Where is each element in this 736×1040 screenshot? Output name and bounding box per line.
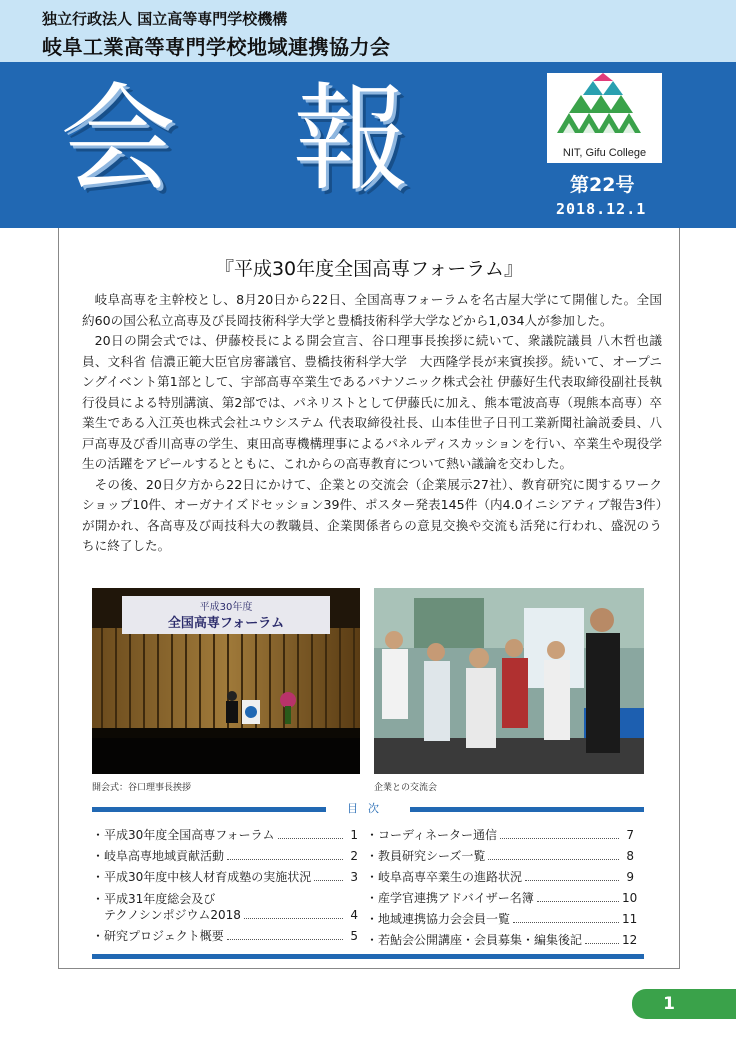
photo-exhibition — [374, 588, 644, 774]
toc-leader — [500, 838, 619, 839]
toc-entry-title: ・若鮎会公開講座・会員募集・編集後記 — [366, 933, 583, 947]
toc-entry[interactable] — [366, 864, 634, 885]
toc-leader — [227, 939, 343, 940]
toc-entry-page: 2 — [350, 849, 358, 863]
toc-rule-bottom — [92, 954, 644, 959]
newsletter-title: 会 報 — [60, 72, 449, 207]
toc-leader — [488, 859, 619, 860]
toc-entry-page: 10 — [622, 891, 638, 905]
toc-entry-title: ・平成31年度総会及び テクノシンポジウム2018 — [92, 892, 241, 922]
logo-caption: NIT, Gifu College — [562, 147, 647, 159]
toc-entry-title: ・平成30年度中核人材育成塾の実施状況 — [92, 870, 312, 884]
masthead — [0, 62, 736, 228]
toc-entry[interactable] — [366, 927, 638, 948]
content-frame — [58, 228, 680, 969]
toc-left-column — [92, 822, 358, 944]
toc-leader — [227, 859, 343, 860]
toc-entry[interactable] — [92, 822, 358, 843]
toc-leader — [585, 943, 619, 944]
stage-banner-line2: 全国高専フォーラム — [167, 616, 285, 631]
header-band — [0, 0, 736, 62]
toc-entry-title: ・教員研究シーズ一覧 — [366, 849, 486, 863]
photo-opening-ceremony — [92, 588, 360, 774]
toc-label: 目次 — [347, 802, 389, 815]
issue-number: 第22号 — [570, 174, 635, 196]
issue-date: 2018.12.1 — [556, 200, 647, 218]
page-number: 1 — [663, 994, 675, 1014]
toc-leader — [513, 922, 619, 923]
toc-right-column — [366, 822, 638, 948]
association-name: 岐阜工業高等専門学校地域連携協力会 — [42, 35, 391, 59]
toc-leader — [278, 838, 343, 839]
toc-entry[interactable] — [92, 923, 358, 944]
toc-rule-right — [410, 807, 644, 812]
toc-entry-page: 4 — [350, 908, 358, 922]
toc-entry[interactable] — [366, 822, 634, 843]
toc-leader — [314, 880, 343, 881]
article-body — [82, 290, 662, 557]
article-paragraph: その後、20日夕方から22日にかけて、企業との交流会（企業展示27社）、教育研究に関するワークショップ10件、オーガナイズドセッション39件、ポスター発表145件（内4.0イニシアティブ報告3件）が開かれ、各高専及び両技科大の教職員、企業関係者らの意見交換や交流も活発に行われ、盛況のうちに終了した。 — [82, 476, 662, 553]
toc-entry-title: ・コーディネーター通信 — [366, 828, 498, 842]
toc-entry-page: 7 — [626, 828, 634, 842]
toc-header — [92, 802, 644, 816]
photo-caption: 企業との交流会 — [374, 783, 438, 793]
toc-entry-title: ・岐阜高専地域貢献活動 — [92, 849, 225, 863]
toc-entry[interactable] — [366, 906, 638, 927]
toc-entry[interactable] — [92, 864, 358, 885]
article-paragraph: 岐阜高専を主幹校とし、8月20日から22日、全国高専フォーラムを名古屋大学にて開催した。全国約60の国公私立高専及び長岡技術科学大学と豊橋技術科学大学などから1,034人が参加した。 — [82, 292, 662, 328]
toc-entry[interactable] — [366, 843, 634, 864]
toc-entry-page: 8 — [626, 849, 634, 863]
toc-entry-page: 1 — [350, 828, 358, 842]
stage-banner-line1: 平成30年度 — [199, 602, 253, 613]
toc-entry-title: ・平成30年度全国高専フォーラム — [92, 828, 275, 842]
toc-entry-page: 12 — [622, 933, 638, 947]
toc-entry-page: 9 — [626, 870, 634, 884]
toc-leader — [525, 880, 619, 881]
toc-entry[interactable] — [92, 843, 358, 864]
toc-rule-left — [92, 807, 326, 812]
toc-entry[interactable] — [92, 885, 358, 923]
article-paragraph: 20日の開会式では、伊藤校長による開会宣言、谷口理事長挨拶に続いて、衆議院議員 八木哲也議員、文科省 信濃正範大臣官房審議官、豊橋技術科学大学 大西隆学長が来賓挨拶。続いて、オープニングイベント第1部として、宇部高専卒業生であるパナソニック株式会社 伊藤好生代表取締役副社長執行役員による特別講演、第2部では、パネリストとして伊藤氏に加え、熊本電波高専（現熊本高専）卒業生である入江英也株式会社ユウシステム 代表取締役社長、山本佳世子日刊工業新聞社論説委員、八戸高専及び香川高専の学生、東田高専機構理事によるパネルディスカッションを行い、卒業生や現役学生の活躍をアピールするとともに、これからの高専教育について熱い議論を交わした。 — [82, 333, 662, 471]
toc-entry-title: ・岐阜高専卒業生の進路状況 — [366, 870, 523, 884]
college-logo — [547, 73, 662, 163]
toc-entry-page: 3 — [350, 870, 358, 884]
toc-entry-title: ・地域連携協力会会員一覧 — [366, 912, 511, 926]
organization-name: 独立行政法人 国立高等専門学校機構 — [42, 10, 288, 28]
toc-entry-title: ・産学官連携アドバイザー名簿 — [366, 891, 534, 905]
toc-entry[interactable] — [366, 885, 638, 906]
toc-leader — [244, 918, 343, 919]
toc-entry-title: ・研究プロジェクト概要 — [92, 929, 224, 943]
toc-leader — [537, 901, 619, 902]
mountain-logo-icon — [547, 73, 662, 143]
toc-entry-page: 11 — [622, 912, 638, 926]
toc-entry-page: 5 — [350, 929, 358, 943]
article-title: 『平成30年度全国高専フォーラム』 — [214, 258, 524, 280]
photo-caption: 開会式：谷口理事長挨拶 — [92, 783, 192, 793]
exhibition-photo-illustration — [374, 588, 644, 774]
page-number-badge — [632, 989, 736, 1019]
